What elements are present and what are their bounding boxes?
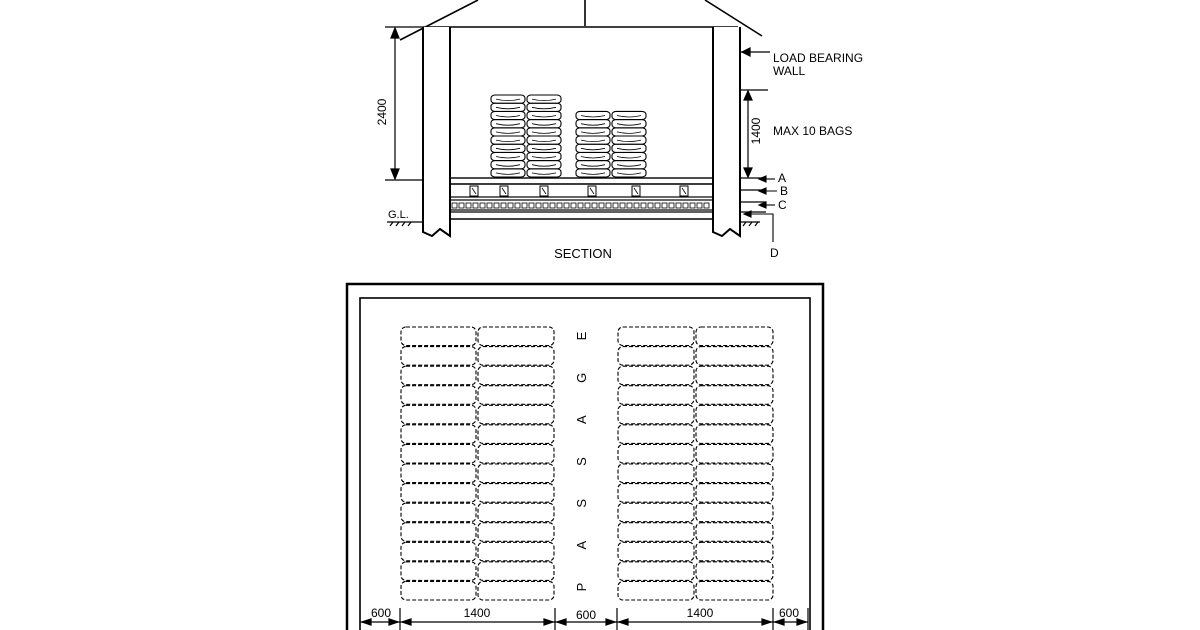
brick <box>557 203 562 208</box>
bag-outline <box>618 484 694 503</box>
brick <box>627 203 632 208</box>
brick <box>648 203 653 208</box>
brick <box>550 203 555 208</box>
bag-block-left <box>401 327 554 600</box>
bag-outline <box>478 581 554 600</box>
bag-outline <box>478 444 554 463</box>
passage-letter: P <box>574 582 589 592</box>
brick <box>515 203 520 208</box>
bag-outline <box>696 327 773 346</box>
passage-letter: S <box>574 457 589 466</box>
bag-outline <box>401 347 476 366</box>
brick <box>529 203 534 208</box>
brick <box>606 203 611 208</box>
dim-block-left: 1400 <box>463 606 491 620</box>
passage-letter: E <box>574 331 589 341</box>
brick <box>480 203 485 208</box>
bag-outline <box>401 503 476 522</box>
bag-outline <box>478 542 554 561</box>
bag-outline <box>618 503 694 522</box>
brick <box>459 203 464 208</box>
bag-outline <box>696 425 773 444</box>
left-load-bearing-wall <box>423 27 450 236</box>
layer-b-label: B <box>780 184 789 198</box>
bag-outline <box>618 464 694 483</box>
brick <box>669 203 674 208</box>
stack-dim-label: 1400 <box>749 117 763 145</box>
wall-label-line1: LOAD BEARING <box>773 51 864 65</box>
brick <box>655 203 660 208</box>
ground-level-label: G.L. <box>388 209 409 221</box>
dim-passage-left: 600 <box>370 606 392 620</box>
floor-layers <box>450 178 713 219</box>
right-load-bearing-wall <box>713 27 740 236</box>
brick <box>564 203 569 208</box>
brick <box>599 203 604 208</box>
cement-bag-stack-left <box>491 95 561 177</box>
brick <box>620 203 625 208</box>
bag-outline <box>696 503 773 522</box>
brick <box>452 203 457 208</box>
bag-outline <box>401 405 476 424</box>
wall-label-line2: WALL <box>773 64 806 78</box>
bag-outline <box>478 386 554 405</box>
bag-outline <box>618 327 694 346</box>
height-dimension <box>385 27 423 180</box>
bag-outline <box>618 444 694 463</box>
brick <box>634 203 639 208</box>
brick <box>676 203 681 208</box>
bag-outline <box>401 444 476 463</box>
height-dim-label: 2400 <box>375 98 389 126</box>
passage-letter: G <box>574 372 589 383</box>
dim-passage-right: 600 <box>778 606 800 620</box>
bag-outline <box>478 405 554 424</box>
bag-outline <box>618 386 694 405</box>
bag-outline <box>478 464 554 483</box>
brick <box>508 203 513 208</box>
passage-letter: A <box>574 415 589 425</box>
bag-outline <box>618 347 694 366</box>
bag-outline <box>696 366 773 385</box>
bag-outline <box>478 425 554 444</box>
bag-outline <box>478 503 554 522</box>
bag-outline <box>478 523 554 542</box>
brick <box>683 203 688 208</box>
brick <box>641 203 646 208</box>
brick <box>466 203 471 208</box>
bag-block-right <box>618 327 773 600</box>
dim-passage-center: 600 <box>575 608 597 622</box>
passage-label <box>574 331 589 591</box>
bag-outline <box>618 366 694 385</box>
stack-dimension <box>740 90 768 212</box>
brick <box>662 203 667 208</box>
brick <box>494 203 499 208</box>
brick <box>578 203 583 208</box>
bag-outline <box>401 464 476 483</box>
wall-leader <box>740 48 770 56</box>
bag-outline <box>401 562 476 581</box>
roof <box>400 0 762 40</box>
passage-letter: A <box>574 540 589 550</box>
bag-outline <box>401 581 476 600</box>
layer-a-label: A <box>778 171 787 185</box>
brick-layer <box>452 203 709 208</box>
bag-outline <box>618 405 694 424</box>
bag-outline <box>618 523 694 542</box>
brick <box>592 203 597 208</box>
bag-outline <box>401 386 476 405</box>
brick <box>697 203 702 208</box>
dim-block-right: 1400 <box>686 606 714 620</box>
bag-outline <box>618 562 694 581</box>
bag-outline <box>696 464 773 483</box>
bag-outline <box>618 581 694 600</box>
brick <box>522 203 527 208</box>
bag-outline <box>401 366 476 385</box>
cement-bag-stack-right <box>576 111 646 177</box>
bag-outline <box>478 347 554 366</box>
bag-outline <box>401 484 476 503</box>
bag-outline <box>696 347 773 366</box>
passage-letter: S <box>574 498 589 508</box>
sleeper-blocks <box>470 186 688 196</box>
bag-outline <box>401 542 476 561</box>
brick <box>536 203 541 208</box>
bag-outline <box>478 562 554 581</box>
bag-outline <box>696 562 773 581</box>
section-view <box>375 0 863 261</box>
bag-outline <box>618 425 694 444</box>
bag-outline <box>401 425 476 444</box>
brick <box>571 203 576 208</box>
bag-outline <box>696 405 773 424</box>
layer-c-label: C <box>778 198 787 212</box>
bag-outline <box>618 542 694 561</box>
plan-view <box>347 284 823 630</box>
bag-outline <box>478 484 554 503</box>
layer-leaders <box>744 176 777 242</box>
section-title: SECTION <box>554 246 612 261</box>
brick <box>473 203 478 208</box>
bag-outline <box>696 484 773 503</box>
bag-outline <box>401 327 476 346</box>
bag-outline <box>696 386 773 405</box>
brick <box>543 203 548 208</box>
bag-outline <box>696 523 773 542</box>
brick <box>487 203 492 208</box>
bag-outline <box>478 366 554 385</box>
bag-outline <box>478 327 554 346</box>
brick <box>613 203 618 208</box>
brick <box>704 203 709 208</box>
layer-d-label: D <box>770 246 779 260</box>
brick <box>690 203 695 208</box>
bag-outline <box>696 444 773 463</box>
stack-note: MAX 10 BAGS <box>773 124 853 138</box>
bag-outline <box>401 523 476 542</box>
bag-outline <box>696 581 773 600</box>
brick <box>501 203 506 208</box>
brick <box>585 203 590 208</box>
bag-outline <box>696 542 773 561</box>
